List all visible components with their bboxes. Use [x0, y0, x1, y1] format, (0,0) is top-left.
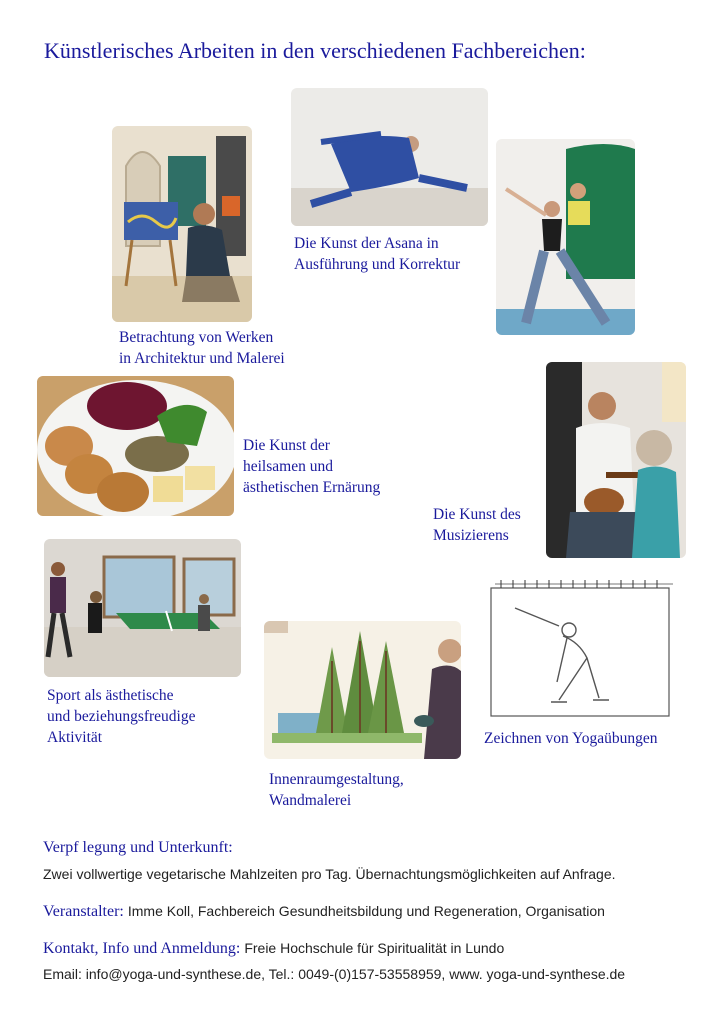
organizer-line — [43, 903, 605, 921]
sport-photo — [44, 539, 241, 677]
interior-caption: Innenraumgestaltung, Wandmalerei — [269, 771, 404, 809]
nutrition-caption: Die Kunst der heilsamen und ästhetischen Ernärung — [243, 437, 381, 496]
lodging-heading: Verpf legung und Unterkunft: — [43, 839, 233, 856]
painting-photo — [112, 126, 252, 322]
contact-details[interactable]: Email: info@yoga-und-synthese.de, Tel.: 0049-(0)157-53558959, www. yoga-und-synthese.de — [43, 966, 626, 982]
page-title: Künstlerisches Arbeiten in den verschiedenen Fachbereichen: — [44, 38, 586, 63]
sport-caption: Sport als ästhetische und beziehungsfreudige Aktivität — [47, 687, 196, 746]
yoga-correction-photo — [496, 139, 635, 335]
contact-text: Freie Hochschule für Spiritualität in Lundo — [244, 940, 505, 956]
organizer-label: Veranstalter: — [43, 903, 124, 920]
interior-photo — [264, 621, 461, 759]
contact-label: Kontakt, Info und Anmeldung: — [43, 940, 241, 957]
lodging-text: Zwei vollwertige vegetarische Mahlzeiten pro Tag. Übernachtungsmöglichkeiten auf Anfrage. — [43, 866, 616, 882]
food-photo — [37, 376, 234, 516]
contact-line — [43, 940, 504, 958]
asana-photo — [291, 88, 488, 226]
asana-caption: Die Kunst der Asana in Ausführung und Korrektur — [294, 235, 461, 273]
drawing-caption: Zeichnen von Yogaübungen — [484, 730, 658, 747]
music-caption: Die Kunst des Musizierens — [433, 506, 521, 544]
organizer-text: Imme Koll, Fachbereich Gesundheitsbildung und Regeneration, Organisation — [127, 903, 605, 919]
painting-caption: Betrachtung von Werken in Architektur und Malerei — [119, 329, 285, 367]
music-photo — [546, 362, 686, 558]
sketchbook-drawing — [487, 578, 675, 720]
